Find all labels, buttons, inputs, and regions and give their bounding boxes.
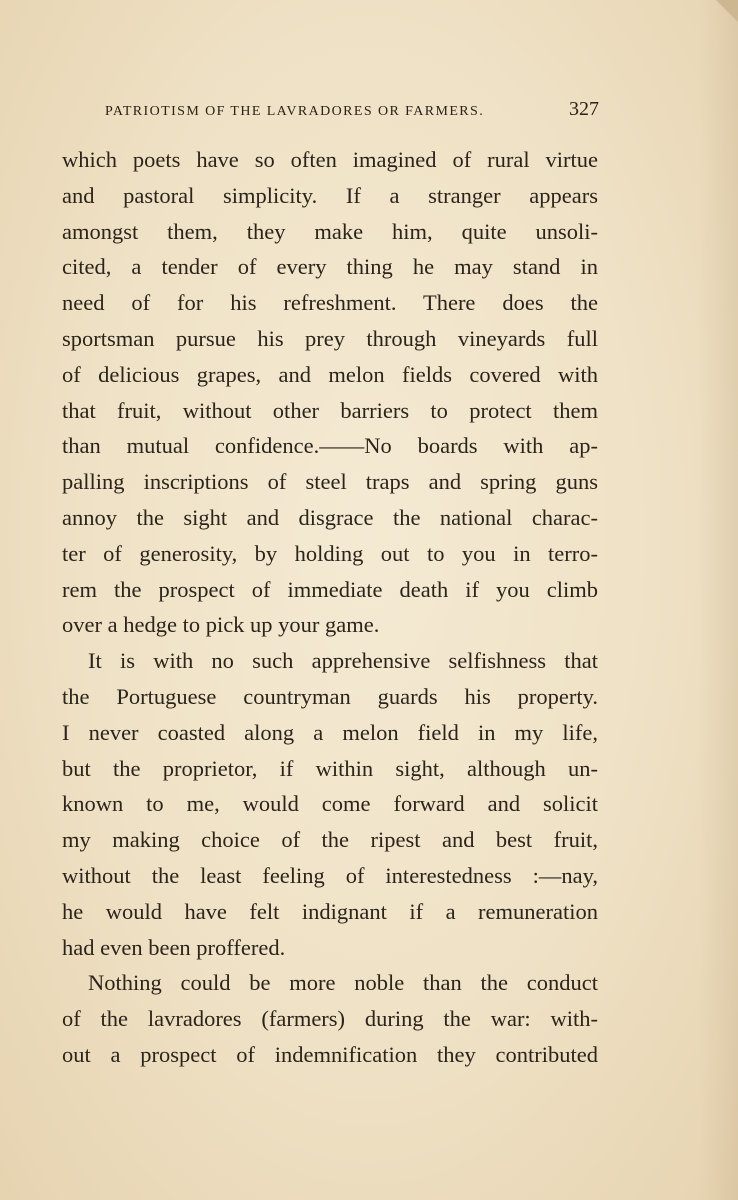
text-line: ter of generosity, by holding out to you in terro- (62, 540, 598, 566)
text-line: cited, a tender of every thing he may stand in (62, 254, 598, 280)
text-line: amongst them, they make him, quite unsoli- (62, 218, 598, 244)
text-line: It is with no such apprehensive selfishness that (88, 648, 598, 674)
text-line: but the proprietor, if within sight, although un- (62, 755, 598, 781)
text-line: of the lavradores (farmers) during the war: with- (62, 1006, 598, 1032)
body-text (62, 142, 598, 1073)
text-line: rem the prospect of immediate death if you climb (62, 576, 598, 602)
page-header (105, 98, 601, 128)
text-line: need of for his refreshment. There does the (62, 290, 598, 316)
text-line: he would have felt indignant if a remuneration (62, 898, 598, 924)
text-line: my making choice of the ripest and best fruit, (62, 827, 598, 853)
text-line: I never coasted along a melon field in my life, (62, 719, 598, 745)
page-edge-shadow (698, 0, 738, 1200)
text-line: out a prospect of indemnification they contributed (62, 1041, 598, 1067)
text-line: over a hedge to pick up your game. (62, 612, 380, 638)
text-line: had even been proffered. (62, 934, 286, 960)
running-head: PATRIOTISM OF THE LAVRADORES OR FARMERS. (105, 104, 485, 119)
text-line: than mutual confidence.——No boards with ap- (62, 433, 598, 459)
text-line: annoy the sight and disgrace the national charac- (62, 504, 598, 530)
text-line: palling inscriptions of steel traps and spring guns (62, 469, 598, 495)
text-line: which poets have so often imagined of rural virtue (62, 147, 598, 172)
text-line: and pastoral simplicity. If a stranger appears (62, 182, 598, 208)
text-line: without the least feeling of interestedness :—nay, (62, 862, 598, 888)
text-line: of delicious grapes, and melon fields covered with (62, 361, 598, 387)
page-corner (716, 0, 738, 22)
text-line: Nothing could be more noble than the conduct (88, 970, 598, 996)
page-number: 327 (569, 98, 599, 120)
text-line: known to me, would come forward and solicit (62, 791, 598, 817)
text-line: sportsman pursue his prey through vineyards full (62, 325, 598, 351)
text-line: the Portuguese countryman guards his property. (62, 683, 598, 709)
text-line: that fruit, without other barriers to protect them (62, 397, 598, 423)
